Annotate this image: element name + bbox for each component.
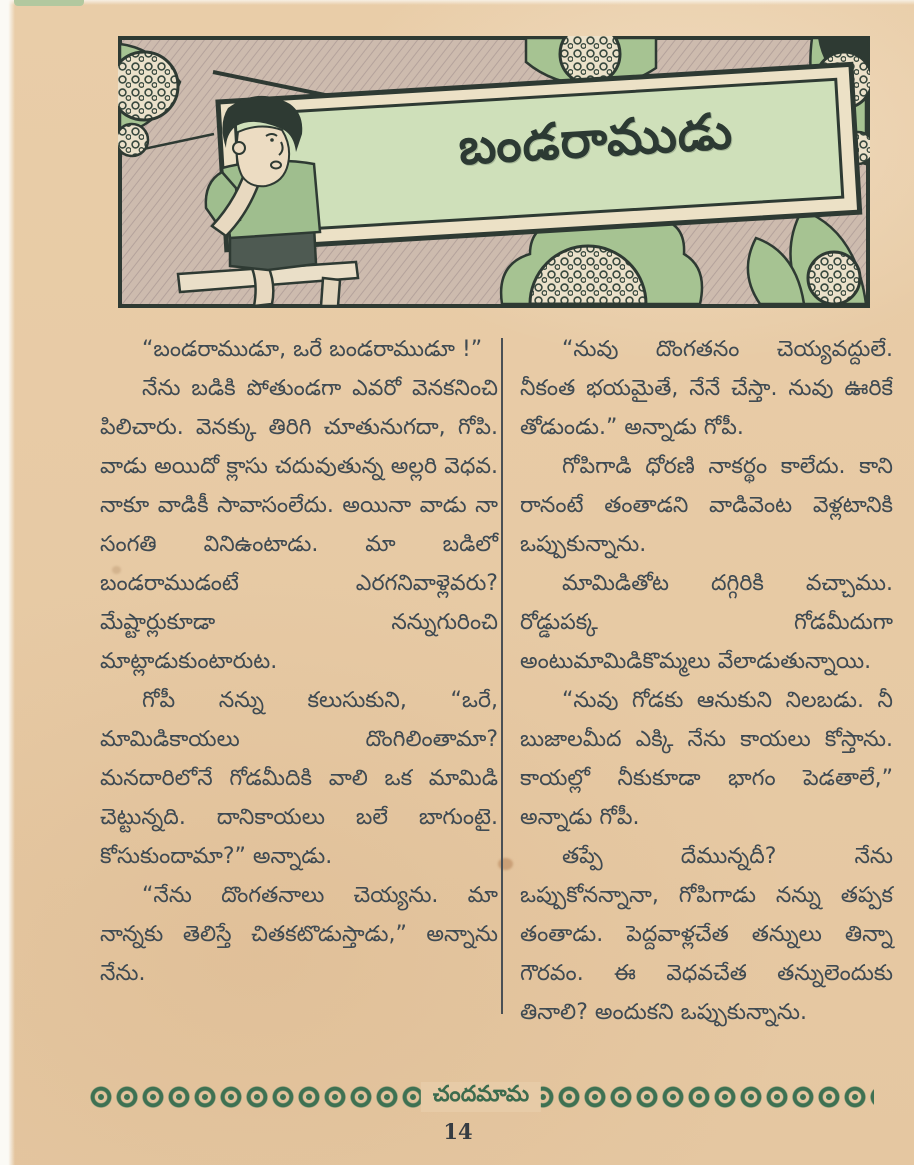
paragraph: “నువు గోడకు ఆనుకుని నిలబడు. నీ బుజాలమీద ఎక్కి నేను కాయలు కోస్తాను. కాయల్లో నీకుకూడా భాగం పెడతాలే,” అన్నాడు గోపీ. [520, 688, 893, 830]
paragraph: “నువు దొంగతనం చెయ్యవద్దులే. నీకంత భయమైతే, నేనే చేస్తా. నువు ఊరికే తోడుండు.” అన్నాడు గోపీ. [520, 337, 893, 440]
scan-edge-left [0, 0, 15, 1165]
text-column-right [520, 330, 893, 1032]
column-divider [501, 338, 503, 1014]
paragraph: గోపిగాడి ధోరణి నాకర్థం కాలేదు. కాని రానంటే తంతాడని వాడివెంట వెళ్లటానికి ఒప్పుకున్నాను. [520, 454, 893, 557]
page-number: 14 [443, 1119, 473, 1144]
scan-corner-mark [14, 0, 84, 6]
scan-edge-top [0, 0, 914, 5]
paragraph: గోపీ నన్ను కలుసుకుని, “ఒరే, మామిడికాయలు దొంగిలింతామా? మనదారిలోనే గోడమీదికి వాలి ఒక మామిడి చెట్టున్నది. దానికాయలు బలే బాగుంటై. కోసుకుందామా?” అన్నాడు. [100, 688, 498, 869]
paragraph: “నేను దొంగతనాలు చెయ్యను. మా నాన్నకు తెలిస్తే చితకటొడుస్తాడు,” అన్నాను నేను. [100, 883, 498, 986]
magazine-name: చందమామ [421, 1082, 541, 1112]
paragraph: “బండరాముడూ, ఒరే బండరాముడూ !” [142, 337, 483, 362]
footer-ornament [88, 1082, 874, 1112]
text-column-left [100, 330, 498, 993]
paragraph: నేను బడికి పోతుండగా ఎవరో వెనకనించి పిలిచారు. వెనక్కు తిరిగి చూతునుగదా, గోపి. వాడు అయిదో క్లాసు చదువుతున్న అల్లరి వెధవ. నాకూ వాడికీ సావాసంలేదు. అయినా వాడు నా సంగతి వినిఉంటాడు. మా బడిలో బండరాముడంటే ఎరగనివాళ్లెవరు? మేష్టార్లుకూడా నన్నుగురించి మాట్లాడుకుంటారుట. [100, 376, 498, 674]
story-title: బండరాముడు [456, 101, 735, 176]
paragraph: మామిడితోట దగ్గిరికి వచ్చాము. రోడ్డుపక్క గోడమీదుగా అంటుమామిడికొమ్మలు వేలాడుతున్నాయి. [520, 571, 893, 674]
paragraph: తప్పే దేమున్నదీ? నేను ఒప్పుకోనన్నానా, గోపిగాడు నన్ను తప్పక తంతాడు. పెద్దవాళ్లచేత తన్నులు తిన్నా గౌరవం. ఈ వెధవచేత తన్నులెందుకు తినాలి? అందుకని ఒప్పుకున్నాను. [520, 844, 893, 1025]
